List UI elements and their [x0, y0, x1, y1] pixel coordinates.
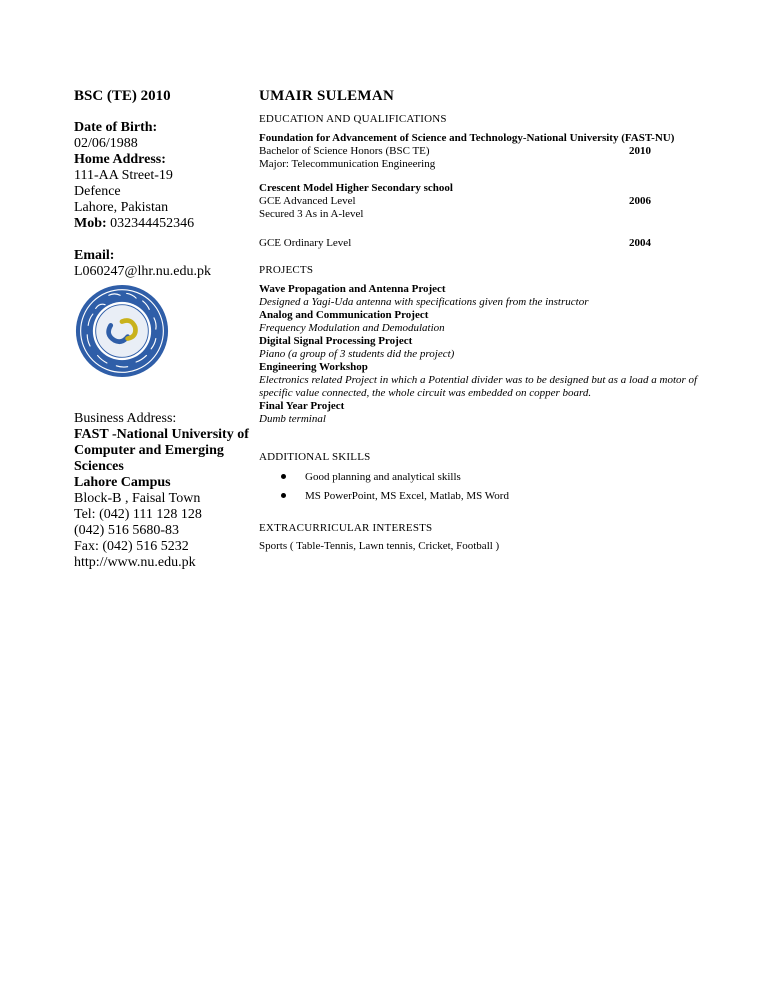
olevel-name: GCE Ordinary Level: [259, 237, 352, 249]
dob-value: 02/06/1988: [74, 136, 138, 151]
business-fax: Fax: (042) 516 5232: [74, 539, 189, 554]
skills-heading: ADDITIONAL SKILLS: [259, 451, 371, 463]
project-description: Frequency Modulation and Demodulation: [259, 322, 445, 334]
dob-label: Date of Birth:: [74, 120, 158, 135]
degree-row: [259, 145, 651, 158]
skills-list: [259, 468, 739, 506]
alevel-name: GCE Advanced Level: [259, 195, 356, 207]
education-heading: EDUCATION AND QUALIFICATIONS: [259, 113, 447, 125]
project-description: Designed a Yagi-Uda antenna with specifications given from the instructor: [259, 296, 589, 308]
project-title: Digital Signal Processing Project: [259, 335, 413, 347]
business-phone-alt: (042) 516 5680-83: [74, 523, 179, 538]
project-description: Piano (a group of 3 students did the project): [259, 348, 455, 360]
alevel-note: Secured 3 As in A-level: [259, 208, 364, 220]
project-description: Dumb terminal: [259, 413, 326, 425]
school-name: Crescent Model Higher Secondary school: [259, 182, 453, 194]
right-column: [259, 86, 739, 553]
university-seal-icon: [75, 284, 169, 378]
alevel-row: [259, 195, 651, 208]
business-phone: Tel: (042) 111 128 128: [74, 507, 202, 522]
project-title: Final Year Project: [259, 400, 345, 412]
project-title: Analog and Communication Project: [259, 309, 429, 321]
home-address-line: Lahore, Pakistan: [74, 200, 169, 215]
olevel-row: [259, 237, 651, 250]
degree-year: 2010: [629, 145, 651, 157]
business-address-label: Business Address:: [74, 411, 177, 426]
home-address-line: 111-AA Street-19: [74, 168, 173, 183]
email-label: Email:: [74, 248, 115, 263]
mobile-label: Mob:: [74, 216, 107, 231]
extracurricular-heading: EXTRACURRICULAR INTERESTS: [259, 522, 433, 534]
website-link[interactable]: http://www.nu.edu.pk: [74, 555, 196, 570]
institution-name: Foundation for Advancement of Science and Technology-National University (FAST-NU): [259, 132, 675, 144]
skill-item: MS PowerPoint, MS Excel, Matlab, MS Word: [281, 487, 739, 506]
campus-name: Lahore Campus: [74, 475, 171, 490]
project-title: Engineering Workshop: [259, 361, 368, 373]
home-address-label: Home Address:: [74, 152, 166, 167]
skill-item: Good planning and analytical skills: [281, 468, 739, 487]
degree-name: Bachelor of Science Honors (BSC TE): [259, 145, 430, 157]
email-value[interactable]: L060247@lhr.nu.edu.pk: [74, 264, 211, 279]
candidate-name: UMAIR SULEMAN: [259, 88, 395, 104]
major: Major: Telecommunication Engineering: [259, 158, 436, 170]
project-description: Electronics related Project in which a Potential divider was to be designed but as a load a motor of specific value connected, the whole circuit was embedded on copper board.: [259, 374, 698, 399]
extracurricular-text: Sports ( Table-Tennis, Lawn tennis, Cricket, Football ): [259, 540, 500, 552]
business-address-line: Block-B , Faisal Town: [74, 491, 201, 506]
program-title: BSC (TE) 2010: [74, 88, 171, 104]
mobile-value: 032344452346: [106, 216, 195, 231]
university-name: FAST -National University of Computer and Emerging Sciences: [74, 427, 249, 474]
alevel-year: 2006: [629, 195, 651, 207]
mobile-row: [74, 216, 254, 232]
left-column: [74, 86, 254, 571]
project-title: Wave Propagation and Antenna Project: [259, 283, 446, 295]
olevel-year: 2004: [629, 237, 651, 249]
home-address-line: Defence: [74, 184, 121, 199]
projects-heading: PROJECTS: [259, 264, 314, 276]
